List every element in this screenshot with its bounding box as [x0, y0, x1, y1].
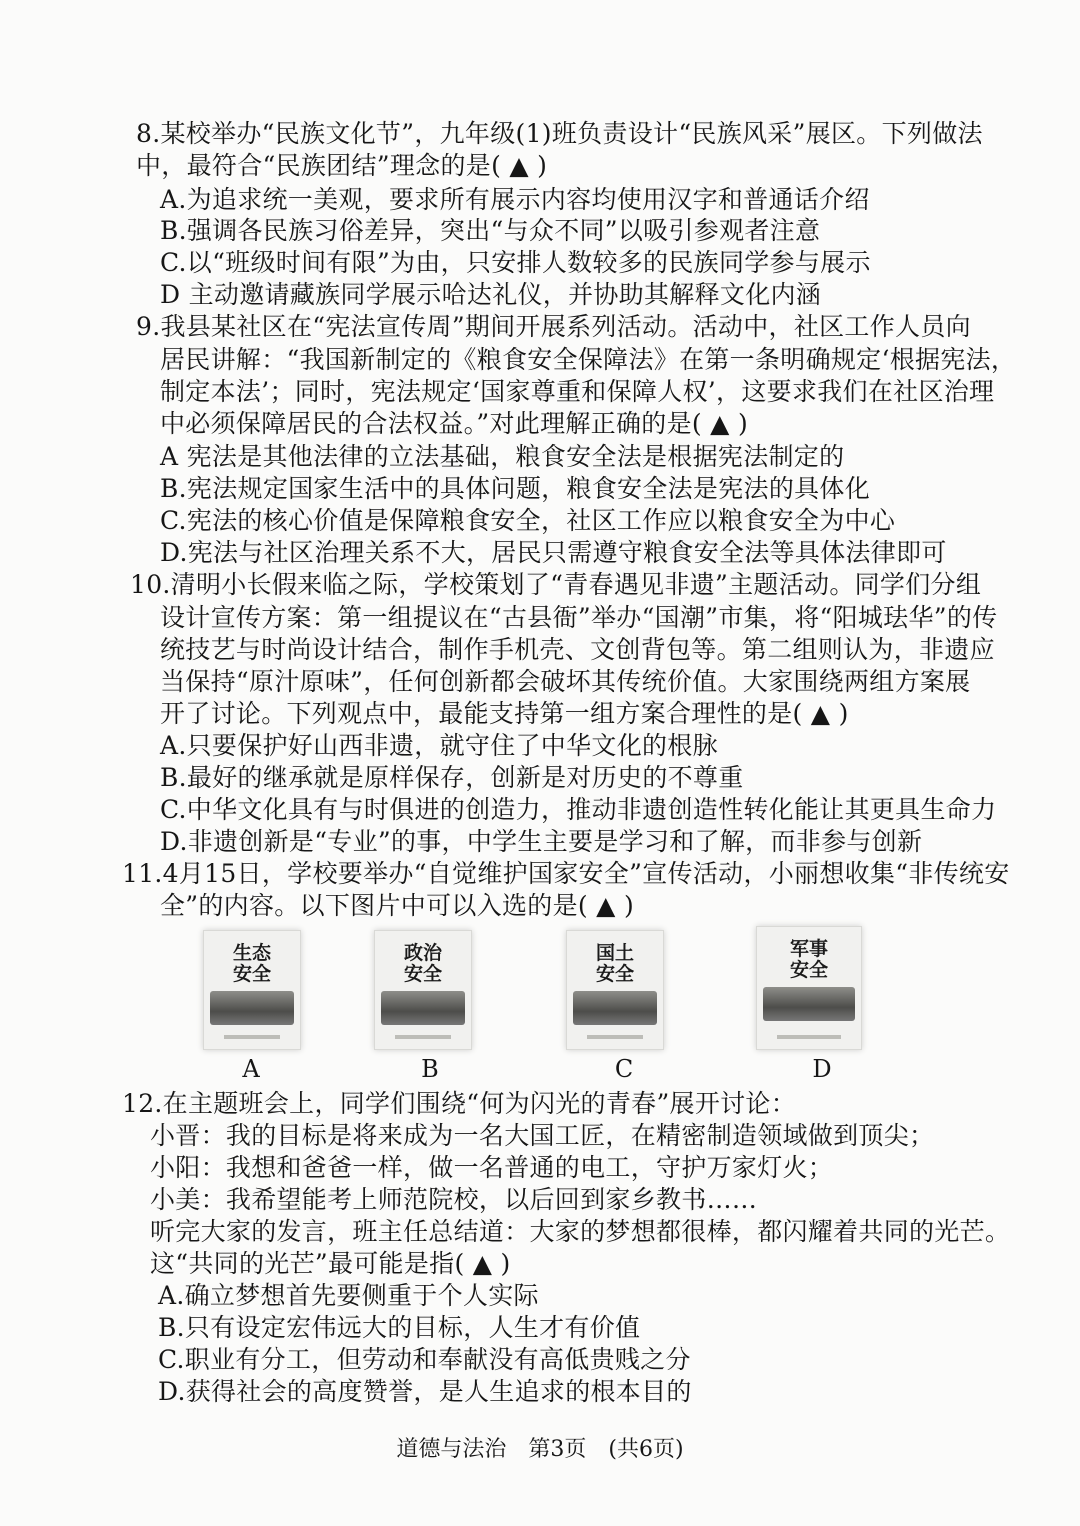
picture-c-title-line-2: 安全	[595, 963, 634, 985]
q12-teacher-summary: 听完大家的发言，班主任总结道：大家的梦想都很棒，都闪耀着共同的光芒。	[150, 1217, 1011, 1246]
q12-dialogue-xiaojin: 小晋：我的目标是将来成为一名大国工匠，在精密制造领域做到顶尖；	[150, 1121, 935, 1150]
q10-option-a: A.只要保护好山西非遗，就守住了中华文化的根脉	[160, 731, 718, 760]
q9-stem-line-2: 居民讲解：“我国新制定的《粮食安全保障法》在第一条明确规定‘根据宪法，	[160, 345, 1017, 374]
q12-stem-line-1: 12.在主题班会上，同学们围绕“何为闪光的青春”展开讨论：	[122, 1089, 797, 1118]
q10-stem-line-2: 设计宣传方案：第一组提议在“古县衙”举办“国潮”市集，将“阳城珐华”的传	[160, 603, 998, 632]
picture-b-title	[375, 943, 471, 985]
q8-option-c: C.以“班级时间有限”为由，只安排人数较多的民族同学参与展示	[160, 248, 871, 277]
picture-b-label: B	[421, 1055, 439, 1083]
picture-a-title-line-2: 安全	[232, 963, 271, 985]
q9-option-c: C.宪法的核心价值是保障粮食安全，社区工作应以粮食安全为中心	[160, 506, 896, 535]
picture-d-title-line-2: 安全	[789, 959, 828, 981]
q11-stem-line-2: 全”的内容。以下图片中可以入选的是( ▲ )	[160, 891, 635, 920]
q12-option-d: D.获得社会的高度赞誉，是人生追求的根本目的	[158, 1377, 692, 1406]
page-footer: 道德与法治 第3页 (共6页)	[396, 1437, 684, 1462]
q9-option-a: A 宪法是其他法律的立法基础，粮食安全法是根据宪法制定的	[160, 442, 845, 471]
q8-option-d: D 主动邀请藏族同学展示哈达礼仪，并协助其解释文化内涵	[160, 280, 822, 309]
q12-dialogue-xiaomei: 小美：我希望能考上师范院校，以后回到家乡教书……	[150, 1185, 758, 1214]
q9-stem-line-1: 9.我县某社区在“宪法宣传周”期间开展系列活动。活动中，社区工作人员向	[136, 312, 971, 341]
picture-c-poster	[566, 930, 664, 1050]
q8-option-b: B.强调各民族习俗差异，突出“与众不同”以吸引参观者注意	[160, 216, 821, 245]
q10-option-d: D.非遗创新是“专业”的事，中学生主要是学习和了解，而非参与创新	[160, 827, 923, 856]
q10-option-c: C.中华文化具有与时俱进的创造力，推动非遗创造性转化能让其更具生命力	[160, 795, 997, 824]
picture-b-title-line-2: 安全	[403, 963, 442, 985]
picture-d-title-line-1: 军事	[789, 938, 828, 960]
picture-b-image	[381, 991, 465, 1025]
picture-d-poster	[756, 926, 862, 1050]
q10-stem-line-1: 10.清明小长假来临之际，学校策划了“青春遇见非遗”主题活动。同学们分组	[130, 570, 982, 599]
picture-b-poster	[374, 930, 472, 1050]
picture-a-footer	[224, 1035, 280, 1039]
q8-stem-line-2: 中，最符合“民族团结”理念的是( ▲ )	[136, 151, 548, 180]
q11-stem-line-1: 11.4月15日，学校要举办“自觉维护国家安全”宣传活动，小丽想收集“非传统安	[122, 859, 1010, 888]
picture-b-title-line-1: 政治	[403, 942, 442, 964]
picture-d-title	[757, 939, 861, 981]
q9-stem-line-3: 制定本法’；同时，宪法规定‘国家尊重和保障人权’，这要求我们在社区治理	[160, 377, 995, 406]
picture-a-label: A	[242, 1055, 260, 1083]
q12-question: 这“共同的光芒”最可能是指( ▲ )	[150, 1249, 511, 1278]
q10-stem-line-4: 当保持“原汁原味”，任何创新都会破坏其传统价值。大家围绕两组方案展	[160, 667, 971, 696]
picture-d-image	[763, 987, 855, 1021]
picture-c-title	[567, 943, 663, 985]
q12-option-b: B.只有设定宏伟远大的目标，人生才有价值	[158, 1313, 641, 1342]
picture-a-title	[204, 943, 300, 985]
q10-stem-line-3: 统技艺与时尚设计结合，制作手机壳、文创背包等。第二组则认为，非遗应	[160, 635, 995, 664]
picture-a-poster	[203, 930, 301, 1050]
q12-option-c: C.职业有分工，但劳动和奉献没有高低贵贱之分	[158, 1345, 691, 1374]
q9-option-b: B.宪法规定国家生活中的具体问题，粮食安全法是宪法的具体化	[160, 474, 871, 503]
picture-c-image	[573, 991, 657, 1025]
q8-option-a: A.为追求统一美观，要求所有展示内容均使用汉字和普通话介绍	[160, 185, 870, 214]
picture-c-title-line-1: 国土	[595, 942, 634, 964]
picture-a-image	[210, 991, 294, 1025]
q10-option-b: B.最好的继承就是原样保存，创新是对历史的不尊重	[160, 763, 744, 792]
q8-stem-line-1: 8.某校举办“民族文化节”，九年级(1)班负责设计“民族风采”展区。下列做法	[136, 119, 983, 148]
q10-stem-line-5: 开了讨论。下列观点中，最能支持第一组方案合理性的是( ▲ )	[160, 699, 849, 728]
picture-c-label: C	[614, 1055, 634, 1083]
picture-b-footer	[395, 1035, 451, 1039]
q9-option-d: D.宪法与社区治理关系不大，居民只需遵守粮食安全法等具体法律即可	[160, 538, 947, 567]
q12-dialogue-xiaoyang: 小阳：我想和爸爸一样，做一名普通的电工，守护万家灯火；	[150, 1153, 834, 1182]
q9-stem-line-4: 中必须保障居民的合法权益。”对此理解正确的是( ▲ )	[160, 409, 749, 438]
picture-c-footer	[587, 1035, 643, 1039]
picture-d-footer	[777, 1035, 841, 1039]
q12-option-a: A.确立梦想首先要侧重于个人实际	[158, 1281, 539, 1310]
picture-d-label: D	[812, 1055, 832, 1083]
picture-a-title-line-1: 生态	[232, 942, 271, 964]
